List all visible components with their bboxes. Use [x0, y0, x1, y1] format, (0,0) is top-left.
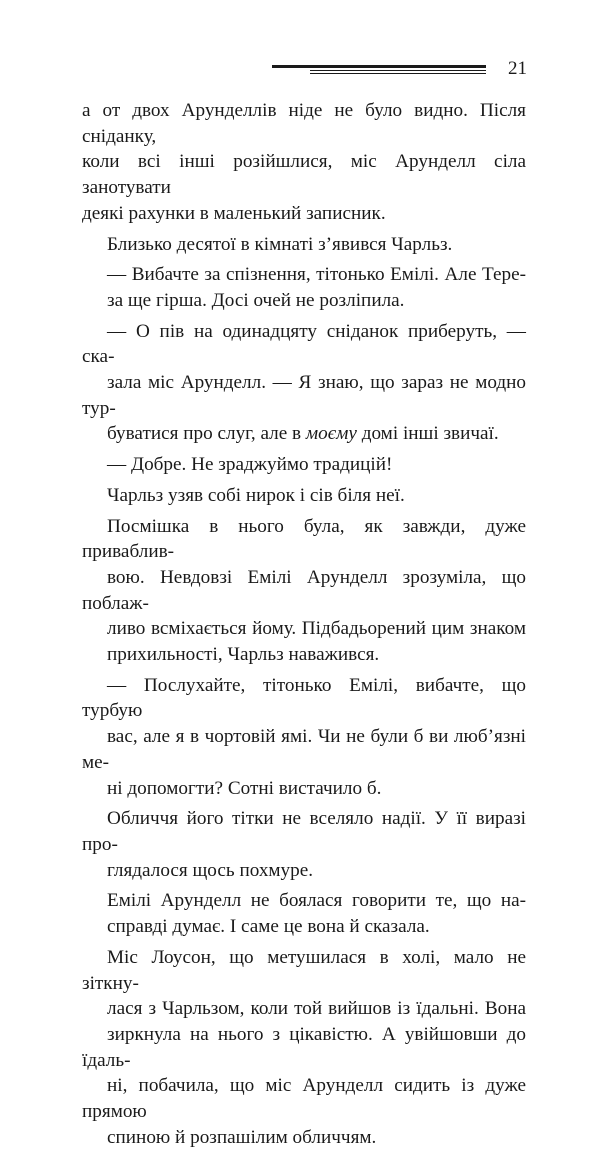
paragraph-5 — [82, 452, 526, 478]
text-line — [82, 421, 526, 447]
text-line: деякі рахунки в маленький записник. — [82, 202, 386, 224]
paragraph-3 — [82, 262, 526, 313]
text-line: прихильності, Чарльз наважився. — [107, 644, 380, 666]
text-line: Чарльз узяв собі нирок і сів біля неї. — [107, 484, 405, 506]
text-line: а от двох Арунделлів ніде не було видно. Після сніданку, — [82, 100, 526, 147]
paragraph-10 — [82, 888, 526, 939]
text-line: Близько десятої в кімнаті з’явився Чарльз. — [107, 233, 453, 255]
paragraph-9 — [82, 806, 526, 883]
header-rule-thick — [272, 65, 486, 68]
text-line: — Вибачте за спізнення, тітонько Емілі. Але Тере- — [107, 264, 526, 286]
running-header — [272, 58, 527, 82]
text-line: зала міс Арунделл. — Я знаю, що зараз не модно тур- — [82, 372, 526, 419]
paragraph-4 — [82, 319, 526, 448]
text-line: ні, побачила, що міс Арунделл сидить із дуже прямою — [82, 1075, 526, 1123]
text-line: зиркнула на нього з цікавістю. А увійшовши до їдаль- — [82, 1023, 526, 1071]
text-line: Міс Лоусон, що метушилася в холі, мало не зіткну- — [82, 946, 526, 994]
paragraph-11 — [82, 945, 526, 1150]
paragraph-7 — [82, 514, 526, 668]
paragraph-1 — [82, 98, 526, 227]
text-line: за ще гірша. Досі очей не розліпила. — [107, 289, 405, 311]
paragraph-6 — [82, 483, 526, 509]
header-rule-thin-2 — [310, 73, 486, 74]
text-line: коли всі інші розійшлися, міс Арунделл сіла занотувати — [82, 151, 526, 199]
paragraph-8 — [82, 673, 526, 802]
text-line: ливо всміхається йому. Підбадьорений цим знаком — [107, 618, 526, 640]
page-number: 21 — [508, 58, 527, 79]
text-line: лася з Чарльзом, коли той вийшов із їдальні. Вона — [107, 998, 526, 1020]
text-run: домі інші звичаї. — [356, 423, 499, 445]
header-rule-thin-1 — [310, 70, 486, 71]
text-line: справді думає. І саме це вона й сказала. — [107, 916, 430, 938]
text-line: Посмішка в нього була, як завжди, дуже приваблив- — [82, 515, 526, 563]
text-run: буватися про слуг, але в — [107, 423, 306, 445]
text-line: вас, але я в чортовій ямі. Чи не були б ви люб’язні ме- — [82, 726, 526, 773]
text-line: — Послухайте, тітонько Емілі, вибачте, що турбую — [82, 674, 526, 722]
text-line: Обличчя його тітки не вселяло надії. У її виразі про- — [82, 808, 526, 855]
text-line: вою. Невдовзі Емілі Арунделл зрозуміла, що поблаж- — [82, 566, 526, 614]
text-line: ні допомогти? Сотні вистачило б. — [107, 777, 382, 799]
emphasis-word: моєму — [305, 423, 357, 445]
text-line: Емілі Арунделл не боялася говорити те, що на- — [107, 890, 526, 912]
text-line: спиною й розпашілим обличчям. — [107, 1126, 377, 1148]
text-line: — О пів на одинадцяту сніданок приберуть, — ска- — [82, 320, 526, 368]
text-line: глядалося щось похмуре. — [107, 859, 314, 881]
paragraph-2 — [82, 232, 526, 258]
text-line: — Добре. Не зраджуймо традицій! — [107, 454, 393, 476]
body-text — [82, 98, 526, 1150]
